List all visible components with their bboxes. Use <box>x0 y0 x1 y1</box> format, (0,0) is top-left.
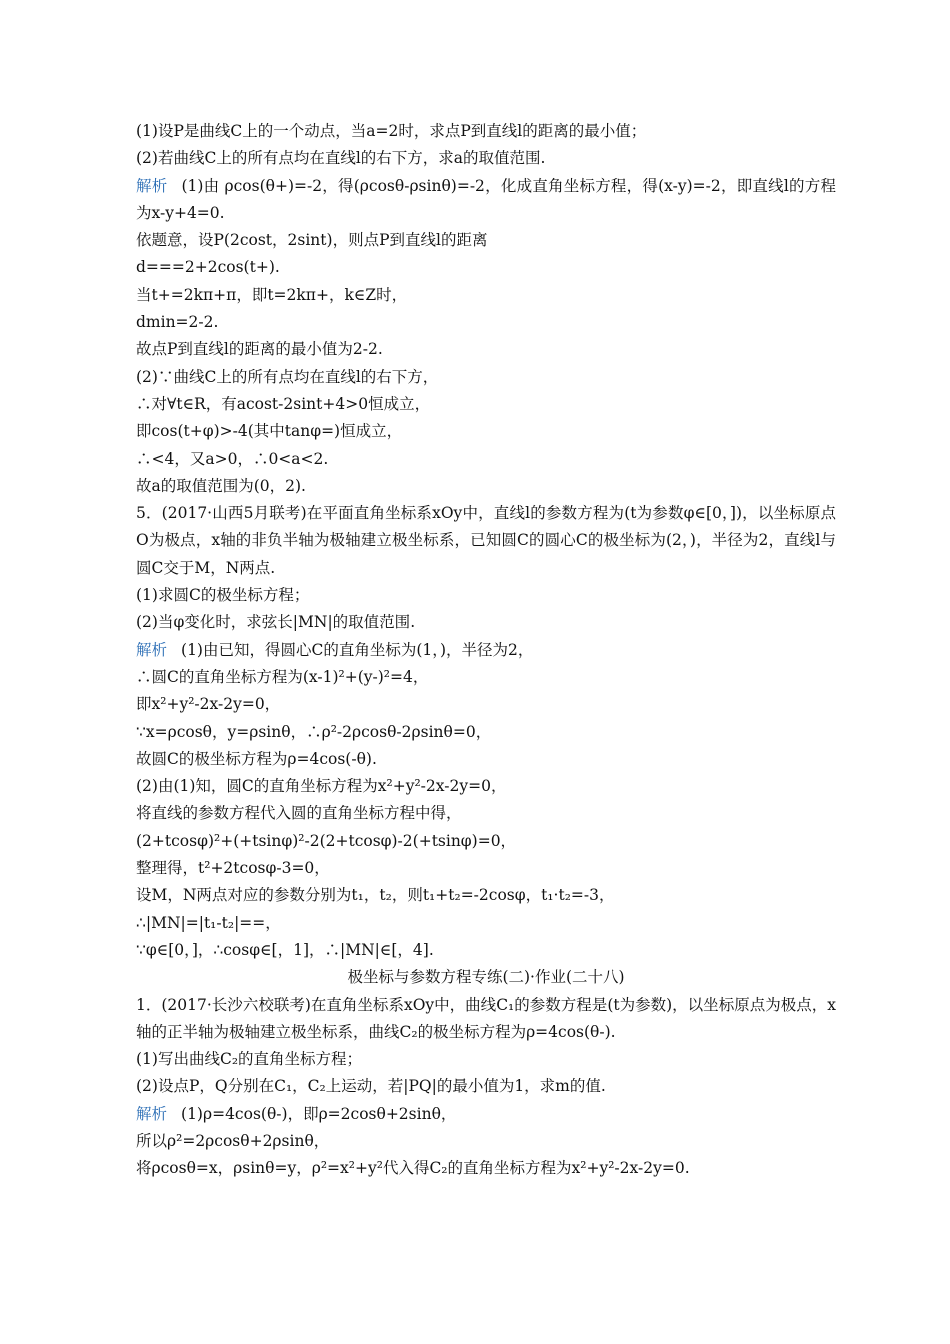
line-text: 将直线的参数方程代入圆的直角坐标方程中得， <box>136 804 462 823</box>
section-heading <box>136 964 836 991</box>
text-line <box>136 1073 836 1100</box>
text-line <box>136 691 836 718</box>
text-line <box>136 336 836 363</box>
line-text: 5．(2017·山西5月联考)在平面直角坐标系xOy中，直线l的参数方程为(t为参数φ∈[0，])，以坐标原点O为极点，x轴的非负半轴为极轴建立极坐标系，已知圆C的圆心C的极坐标为(2，)，半径为2，直线l与圆C交于M，N两点. <box>136 504 836 577</box>
line-text: (2)由(1)知，圆C的直角坐标方程为x²+y²-2x-2y=0， <box>136 777 507 796</box>
line-text: 当t+=2kπ+π，即t=2kπ+，k∈Z时， <box>136 285 408 304</box>
line-text: 1．(2017·长沙六校联考)在直角坐标系xOy中，曲线C₁的参数方程是(t为参数)，以坐标原点为极点，x轴的正半轴为极轴建立极坐标系，曲线C₂的极坐标方程为ρ=4cos(θ-). <box>136 995 836 1041</box>
line-text: d===2+2cos(t+). <box>136 258 280 277</box>
text-line <box>136 828 836 855</box>
text-line <box>136 582 836 609</box>
text-line <box>136 882 836 909</box>
text-line <box>136 473 836 500</box>
line-text: 极坐标与参数方程专练(二)·作业(二十八) <box>347 968 625 987</box>
line-text: ∵φ∈[0，]，∴cosφ∈[，1]，∴|MN|∈[，4]. <box>136 940 434 959</box>
line-text: ∵x=ρcosθ，y=ρsinθ，∴ρ²-2ρcosθ-2ρsinθ=0， <box>136 722 492 741</box>
line-text: (1)ρ=4cos(θ-)，即ρ=2cosθ+2sinθ， <box>181 1104 457 1123</box>
text-line <box>136 719 836 746</box>
solution-line <box>136 637 836 664</box>
text-line <box>136 309 836 336</box>
text-line <box>136 664 836 691</box>
line-text: ∴圆C的直角坐标方程为(x-1)²+(y-)²=4， <box>136 667 429 686</box>
text-line <box>136 254 836 281</box>
line-text: dmin=2-2. <box>136 313 219 332</box>
line-text: 故圆C的极坐标方程为ρ=4cos(-θ). <box>136 749 377 768</box>
line-text: 整理得，t²+2tcosφ-3=0， <box>136 859 330 878</box>
text-line <box>136 910 836 937</box>
text-line <box>136 282 836 309</box>
text-line <box>136 227 836 254</box>
line-text: 故点P到直线l的距离的最小值为2-2. <box>136 340 383 359</box>
line-text: (2)设点P，Q分别在C₁，C₂上运动，若|PQ|的最小值为1，求m的值. <box>136 1077 606 1096</box>
text-line <box>136 118 836 145</box>
text-line <box>136 1155 836 1182</box>
text-line <box>136 937 836 964</box>
solution-keyword: 解析 <box>136 640 168 659</box>
line-text: 依题意，设P(2cost，2sint)，则点P到直线l的距离 <box>136 231 488 250</box>
line-text: (2)当φ变化时，求弦长|MN|的取值范围. <box>136 613 416 632</box>
text-line <box>136 500 836 582</box>
line-text: ∴<4，又a>0，∴0<a<2. <box>136 449 329 468</box>
line-text: 即cos(t+φ)>-4(其中tanφ=)恒成立， <box>136 422 403 441</box>
text-line <box>136 773 836 800</box>
text-line <box>136 446 836 473</box>
line-text: (1)写出曲线C₂的直角坐标方程； <box>136 1050 363 1069</box>
text-line <box>136 1128 836 1155</box>
text-line <box>136 746 836 773</box>
line-text: (2)若曲线C上的所有点均在直线l的右下方，求a的取值范围. <box>136 149 546 168</box>
text-line <box>136 145 836 172</box>
line-text: (1)求圆C的极坐标方程； <box>136 586 310 605</box>
line-text: 即x²+y²-2x-2y=0， <box>136 695 281 714</box>
line-text: 将ρcosθ=x，ρsinθ=y，ρ²=x²+y²代入得C₂的直角坐标方程为x²+y²-2x-2y=0. <box>136 1159 690 1178</box>
text-line <box>136 418 836 445</box>
line-text: ∴对∀t∈R，有acost-2sint+4>0恒成立， <box>136 394 431 413</box>
line-text: 设M，N两点对应的参数分别为t₁，t₂，则t₁+t₂=-2cosφ，t₁·t₂=-3， <box>136 886 615 905</box>
line-text: ∴|MN|=|t₁-t₂|==， <box>136 913 281 932</box>
text-line <box>136 800 836 827</box>
solution-line <box>136 1101 836 1128</box>
line-text: (1)由已知，得圆心C的直角坐标为(1，)，半径为2， <box>181 640 534 659</box>
line-text: (2+tcosφ)²+(+tsinφ)²-2(2+tcosφ)-2(+tsinφ)=0， <box>136 831 517 850</box>
text-line <box>136 364 836 391</box>
text-line <box>136 992 836 1047</box>
document-page <box>136 118 836 1183</box>
line-text: (1)由 ρcos(θ+)=-2，得(ρcosθ-ρsinθ)=-2，化成直角坐标方程，得(x-y)=-2，即直线l的方程为x-y+4=0. <box>136 176 836 222</box>
text-line <box>136 855 836 882</box>
line-text: (1)设P是曲线C上的一个动点，当a=2时，求点P到直线l的距离的最小值； <box>136 122 647 140</box>
line-text: (2)∵曲线C上的所有点均在直线l的右下方， <box>136 367 439 386</box>
text-line <box>136 1046 836 1073</box>
line-text: 所以ρ²=2ρcosθ+2ρsinθ， <box>136 1131 330 1150</box>
solution-keyword: 解析 <box>136 176 168 195</box>
line-text: 故a的取值范围为(0，2). <box>136 476 306 495</box>
text-line <box>136 391 836 418</box>
text-line <box>136 609 836 636</box>
solution-line <box>136 173 836 228</box>
solution-keyword: 解析 <box>136 1104 168 1123</box>
